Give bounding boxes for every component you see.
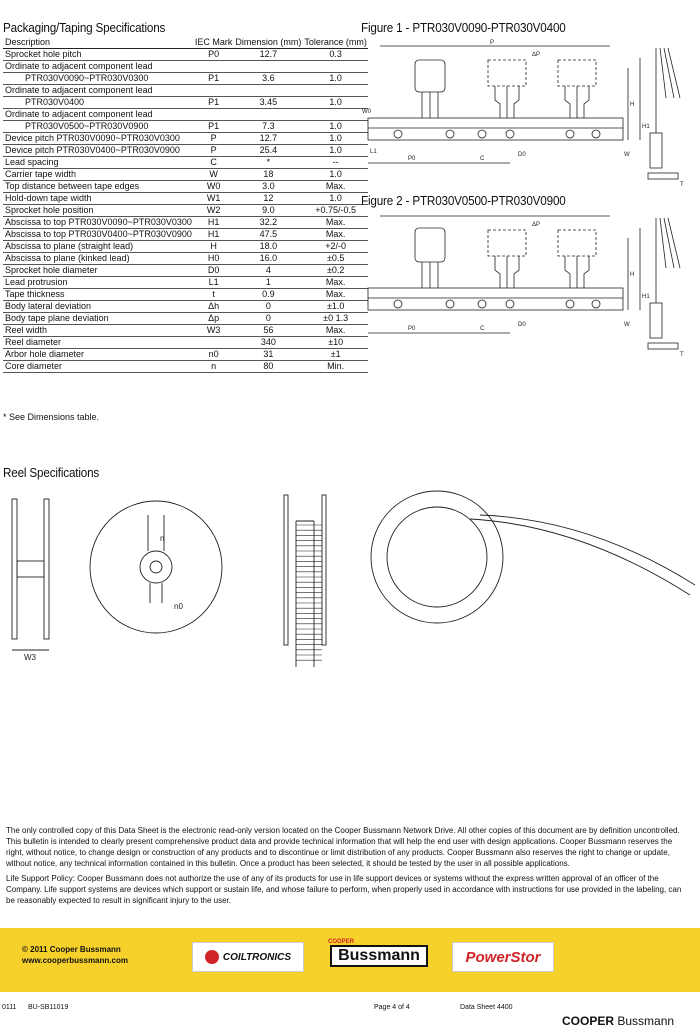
row-dimension: 7.3 [233, 121, 302, 133]
row-dimension: * [233, 157, 302, 169]
website-link[interactable]: www.cooperbussmann.com [22, 956, 128, 965]
row-mark: P1 [193, 97, 234, 109]
row-tolerance [302, 109, 368, 121]
row-mark: P1 [193, 73, 234, 85]
disclaimer-paragraph: The only controlled copy of this Data Sheet is the electronic read-only version located on the Cooper Bussmann Network Drive. All other copies of this document are by definition uncontrolled. This bulletin is intended to clearly present comprehensive product data and provide technical information that will help the end user with design applications. Cooper Bussmann reserves the right, without notice, to change design or construction of any products and to discontinue or limit distribution of any products. Cooper Bussmann also reserves the right to change or update, without notice, any technical information contained in this bulletin. Once a product has been selected, it should be tested by the user in all possible applications. [6, 826, 680, 868]
table-row [3, 349, 368, 361]
row-mark [193, 337, 234, 349]
row-description: Body tape plane deviation [3, 313, 193, 325]
row-mark: n0 [193, 349, 234, 361]
row-dimension: 31 [233, 349, 302, 361]
table-row [3, 265, 368, 277]
row-mark: H1 [193, 229, 234, 241]
row-description: PTR030V0090~PTR030V0300 [3, 73, 193, 85]
table-footnote: * See Dimensions table. [3, 412, 100, 422]
row-mark: W0 [193, 181, 234, 193]
table-row [3, 73, 368, 85]
row-description: Device pitch PTR030V0400~PTR030V0900 [3, 145, 193, 157]
row-dimension: 0 [233, 313, 302, 325]
fig1-label-w0: W0 [362, 109, 371, 115]
packaging-spec-table [3, 37, 368, 373]
row-mark: D0 [193, 265, 234, 277]
row-tolerance: +0.75/-0.5 [302, 205, 368, 217]
row-description: Core diameter [3, 361, 193, 373]
row-tolerance: 1.0 [302, 193, 368, 205]
row-tolerance: Max. [302, 289, 368, 301]
table-row [3, 337, 368, 349]
row-mark: Δh [193, 301, 234, 313]
row-mark: W2 [193, 205, 234, 217]
table-row [3, 361, 368, 373]
table-row [3, 193, 368, 205]
header-dimension: Dimension (mm) [235, 37, 302, 47]
cooper-bussmann-logo: COOPER Bussmann [562, 1014, 675, 1028]
row-dimension: 4 [233, 265, 302, 277]
row-dimension [233, 61, 302, 73]
reel-title: Reel Specifications [3, 465, 100, 480]
row-dimension [233, 109, 302, 121]
row-tolerance: ±10 [302, 337, 368, 349]
row-mark: W3 [193, 325, 234, 337]
header-description: Description [3, 37, 193, 49]
footer-datasheet: Data Sheet 4400 [460, 1004, 513, 1011]
life-support-policy: Life Support Policy: Cooper Bussmann does not authorize the use of any of its products for use in life support devices or systems without the express written approval of an officer of the Company. Life support systems are devices which support or sustain life, and whose failure to perform, when properly used in accordance with instructions for use provided in the labeling, can be reasonably expected to result in significant injury to the user. [6, 874, 682, 905]
table-row [3, 277, 368, 289]
row-mark [193, 85, 234, 97]
row-dimension: 0.9 [233, 289, 302, 301]
row-mark: H0 [193, 253, 234, 265]
row-description: Abscissa to plane (straight lead) [3, 241, 193, 253]
fig1-label-w: W [624, 152, 630, 158]
row-dimension [233, 85, 302, 97]
fig2-label-p0: P0 [408, 326, 416, 332]
row-mark: H [193, 241, 234, 253]
row-description: Sprocket hole position [3, 205, 193, 217]
table-row [3, 61, 368, 73]
footer-contact [22, 944, 128, 966]
row-mark: P [193, 145, 234, 157]
row-tolerance [302, 61, 368, 73]
row-mark: W1 [193, 193, 234, 205]
figure1-drawing [360, 38, 695, 188]
table-row [3, 169, 368, 181]
row-description: Reel diameter [3, 337, 193, 349]
fig1-label-p: P [490, 40, 495, 46]
table-row [3, 217, 368, 229]
row-tolerance: ±1 [302, 349, 368, 361]
row-dimension: 18 [233, 169, 302, 181]
row-mark: P0 [193, 49, 234, 61]
row-tolerance: ±1.0 [302, 301, 368, 313]
row-mark: H1 [193, 217, 234, 229]
row-description: Lead spacing [3, 157, 193, 169]
row-tolerance: +2/-0 [302, 241, 368, 253]
fig1-label-p0: P0 [408, 156, 416, 162]
reel-drawings [0, 485, 700, 675]
table-row [3, 301, 368, 313]
row-description: PTR030V0500~PTR030V0900 [3, 121, 193, 133]
row-tolerance [302, 85, 368, 97]
powerstor-logo: PowerStor [452, 942, 554, 972]
copyright-text: © 2011 Cooper Bussmann [22, 945, 121, 954]
row-mark: P [193, 133, 234, 145]
row-tolerance: 1.0 [302, 133, 368, 145]
row-dimension: 32.2 [233, 217, 302, 229]
row-dimension: 3.45 [233, 97, 302, 109]
fig1-label-c: C [480, 156, 485, 162]
row-mark: t [193, 289, 234, 301]
row-description: Carrier tape width [3, 169, 193, 181]
footer-page: Page 4 of 4 [374, 1004, 410, 1011]
fig1-label-t: T [680, 182, 684, 188]
reel-label-w3: W3 [24, 653, 36, 662]
footer-code: 0111 [2, 1004, 17, 1011]
row-tolerance: 1.0 [302, 121, 368, 133]
row-mark: W [193, 169, 234, 181]
row-description: PTR030V0400 [3, 97, 193, 109]
table-row [3, 49, 368, 61]
row-description: Abscissa to top PTR030V0400~PTR030V0900 [5, 229, 192, 239]
row-tolerance: ±0.2 [302, 265, 368, 277]
row-tolerance: Max. [302, 277, 368, 289]
fig1-label-h1: H1 [642, 124, 650, 130]
row-tolerance: ±0 1.3 [302, 313, 368, 325]
footer-doc-number: BU-SB11019 [28, 1004, 69, 1011]
row-mark: L1 [193, 277, 234, 289]
row-description: Reel width [3, 325, 193, 337]
reel-label-n0: n0 [174, 602, 183, 611]
figure2-title: Figure 2 - PTR030V0500-PTR030V0900 [361, 193, 566, 208]
row-dimension: 47.5 [233, 229, 302, 241]
header-mark: IEC Mark [194, 37, 233, 47]
row-dimension: 18.0 [233, 241, 302, 253]
table-row [3, 205, 368, 217]
bussmann-logo: COOPER Bussmann [326, 934, 432, 972]
row-mark [193, 109, 234, 121]
table-row [3, 145, 368, 157]
row-dimension: 12.7 [233, 49, 302, 61]
fig1-label-d0: D0 [518, 152, 526, 158]
row-tolerance: Min. [302, 361, 368, 373]
row-mark: Δp [193, 313, 234, 325]
fig2-label-h1: H1 [642, 294, 650, 300]
fig2-label-d0: D0 [518, 322, 526, 328]
fig2-label-dp: ΔP [532, 222, 541, 228]
fig1-label-dp: ΔP [532, 52, 541, 58]
row-dimension: 0 [233, 301, 302, 313]
row-dimension: 340 [233, 337, 302, 349]
table-row [3, 97, 368, 109]
fig2-label-c: C [480, 326, 485, 332]
row-dimension: 1 [233, 277, 302, 289]
coiltronics-mark-icon [205, 950, 219, 964]
table-row [3, 85, 368, 97]
table-row [3, 133, 368, 145]
table-row [3, 121, 368, 133]
fig1-label-h: H [630, 102, 635, 108]
fig1-label-l1: L1 [370, 149, 377, 155]
row-description: Top distance between tape edges [3, 181, 193, 193]
table-row [3, 289, 368, 301]
row-dimension: 9.0 [233, 205, 302, 217]
row-tolerance: 1.0 [302, 97, 368, 109]
fig2-label-w: W [624, 322, 630, 328]
row-description: Device pitch PTR030V0090~PTR030V0300 [3, 133, 193, 145]
row-dimension: 25.4 [233, 145, 302, 157]
row-description: Abscissa to plane (kinked lead) [3, 253, 193, 265]
row-dimension: 3.0 [233, 181, 302, 193]
table-row [3, 253, 368, 265]
row-description: Abscissa to top PTR030V0090~PTR030V0300 [5, 217, 192, 227]
row-tolerance: 1.0 [302, 169, 368, 181]
row-description: Hold-down tape width [3, 193, 193, 205]
row-description: Ordinate to adjacent component lead [3, 61, 193, 73]
table-row [3, 325, 368, 337]
table-row [3, 313, 368, 325]
row-description: Sprocket hole diameter [3, 265, 193, 277]
row-mark [193, 61, 234, 73]
packaging-title: Packaging/Taping Specifications [3, 20, 166, 35]
row-dimension: 56 [233, 325, 302, 337]
figure1-title: Figure 1 - PTR030V0090-PTR030V0400 [361, 20, 566, 35]
row-description: Arbor hole diameter [3, 349, 193, 361]
row-dimension: 80 [233, 361, 302, 373]
fig2-label-t: T [680, 352, 684, 358]
table-row [3, 157, 368, 169]
row-tolerance: 1.0 [302, 145, 368, 157]
row-tolerance: ±0.5 [302, 253, 368, 265]
table-row [3, 229, 368, 241]
row-tolerance: 0.3 [302, 49, 368, 61]
row-dimension: 3.6 [233, 73, 302, 85]
row-description: Ordinate to adjacent component lead [3, 109, 193, 121]
row-mark: P1 [193, 121, 234, 133]
row-description: Body lateral deviation [3, 301, 193, 313]
header-tolerance: Tolerance (mm) [304, 37, 367, 47]
table-row [3, 241, 368, 253]
figure2-drawing [360, 210, 695, 360]
row-description: Ordinate to adjacent component lead [3, 85, 193, 97]
row-tolerance: Max. [302, 217, 368, 229]
table-row [3, 181, 368, 193]
row-dimension: 12.7 [233, 133, 302, 145]
reel-label-n: n [160, 534, 165, 543]
row-description: Lead protrusion [3, 277, 193, 289]
row-tolerance: Max. [302, 181, 368, 193]
row-description: Tape thickness [3, 289, 193, 301]
row-tolerance: 1.0 [302, 73, 368, 85]
row-description: Sprocket hole pitch [3, 49, 193, 61]
fig2-label-h: H [630, 272, 635, 278]
coiltronics-logo: COILTRONICS [192, 942, 304, 972]
row-tolerance: Max. [302, 325, 368, 337]
table-row [3, 109, 368, 121]
table-header-row [3, 37, 368, 49]
row-dimension: 16.0 [233, 253, 302, 265]
row-tolerance: Max. [302, 229, 368, 241]
row-mark: n [193, 361, 234, 373]
row-mark: C [193, 157, 234, 169]
row-dimension: 12 [233, 193, 302, 205]
row-tolerance: -- [302, 157, 368, 169]
